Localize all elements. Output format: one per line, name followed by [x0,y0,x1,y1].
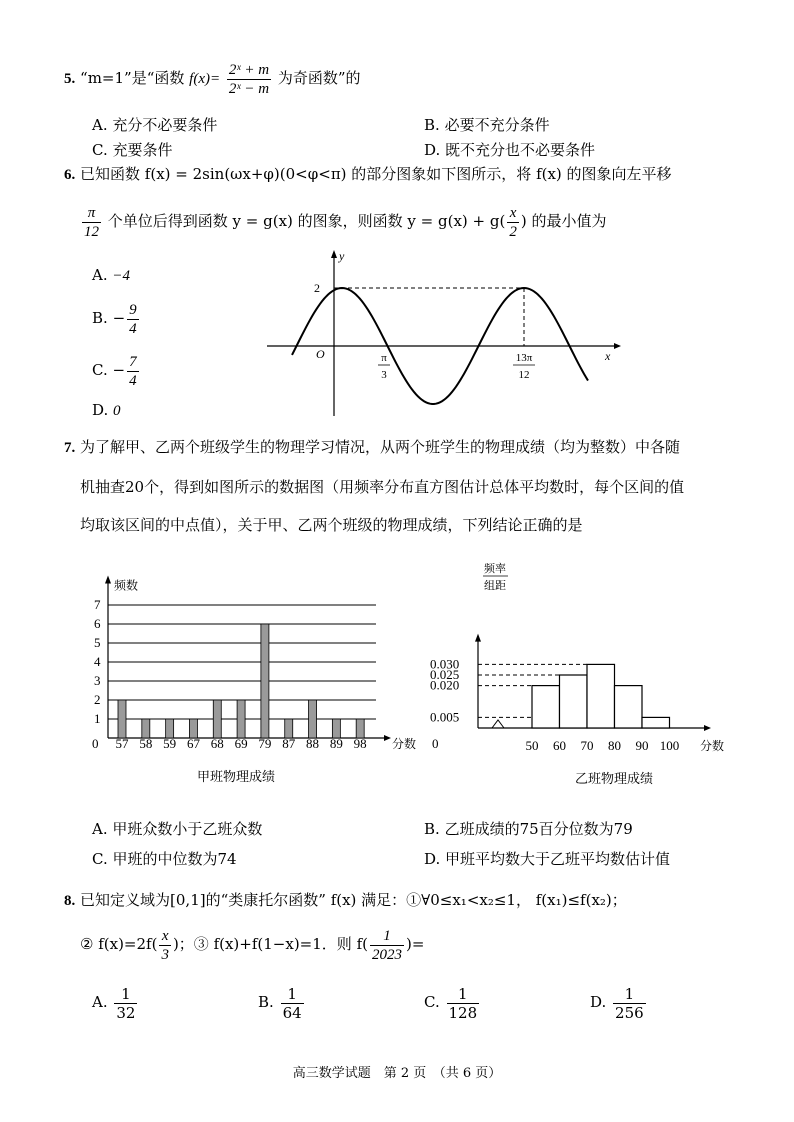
q6-stem-line2 [80,199,606,243]
q8-eq: )= [405,935,425,953]
chart-a-ytick: 6 [94,616,101,631]
q8-option-c[interactable]: C. $\frac{1}{128}$ [424,984,478,1022]
q6-inner-num: x [507,204,519,223]
chart-b-origin: 0 [432,736,439,751]
q7-stem-line3: 均取该区间的中点值），关于甲、乙两个班级的物理成绩，下列结论正确的是 [80,516,583,534]
chart-b-ytick: 0.030 [430,656,460,672]
q5-stem-post: 为奇函数”的 [277,69,361,87]
q6-inner-fraction [507,204,519,241]
q6-y-label: y [339,249,345,263]
q8-option-d[interactable]: D. $\frac{1}{256}$ [590,984,644,1022]
svg-text:π: π [381,352,387,364]
q6-option-c[interactable]: C. − $\frac{7}{4}$ [92,353,137,389]
chart-a-xtick: 58 [139,736,153,751]
chart-a-bar [309,700,317,738]
q5-frac-num: 2ˣ + m [228,61,270,78]
q5-option-c[interactable]: C. 充要条件 [92,141,173,159]
q7-option-c[interactable]: C. 甲班的中位数为74 [92,850,237,868]
q6-peak-label: 2 [314,281,320,295]
q6-option-a[interactable]: A. −4 [92,266,131,284]
chart-a-ytick: 1 [94,711,101,726]
chart-class-a [82,552,422,792]
chart-a-xtick: 87 [282,736,296,751]
q6-y-arrow [331,250,337,258]
chart-a-ytick: 2 [94,692,101,707]
q8-cond2: ② f(x)=2f( [80,935,158,953]
q7-stem-text1: 为了解甲、乙两个班级学生的物理学习情况，从两个班学生的物理成绩（均为整数）中各随 [80,438,681,456]
q7-option-b[interactable]: B. 乙班成绩的75百分位数为79 [424,820,633,838]
chart-b-xtick: 50 [525,738,539,753]
q5-func: f(x)= [189,71,221,87]
chart-a-xtick: 69 [234,736,248,751]
q6-x-arrow [614,343,621,349]
q6-stem-line1 [64,163,672,184]
chart-a-xtick: 59 [163,736,177,751]
svg-text:12: 12 [518,369,530,381]
q6-number: 6. [64,167,76,183]
q6-tick-13pi-12 [513,352,535,381]
chart-b-y-arrow [475,634,481,642]
chart-b-xtick: 80 [608,738,621,753]
q6-sine-graph [262,248,622,420]
q6-x-label: x [605,349,611,363]
chart-a-xlabel: 分数 [392,737,417,751]
q5-stem-pre: “m=1”是“函数 [80,69,185,87]
q5-fraction [227,61,271,98]
chart-b-xlabel: 分数 [700,739,725,753]
chart-b-ylabel-bottom: 组距 [484,580,506,592]
chart-a-xtick: 98 [353,736,367,751]
chart-a-xtick: 89 [329,736,343,751]
q6-shift-fraction [82,204,101,241]
q8-number: 8. [64,893,76,909]
page-footer: 高三数学试题 第 2 页 （共 6 页） [292,1066,502,1081]
chart-b-xtick: 70 [580,738,594,753]
chart-a-xtick: 79 [258,736,272,751]
chart-b-xtick: 90 [635,738,649,753]
chart-a-bar [261,624,269,738]
chart-b-ytick: 0.005 [430,709,460,725]
q8-stem-text1: 已知定义域为[0,1]的“类康托尔函数” f(x) 满足：①∀0≤x₁<x₂≤1， f(x₁)≤f(x₂)； [80,891,627,909]
svg-text:13π: 13π [515,352,533,364]
chart-b-x-arrow [704,725,711,731]
chart-a-bar [213,700,221,738]
q6-inner-den: 2 [509,223,517,240]
q5-option-d[interactable]: D. 既不充分也不必要条件 [424,141,596,159]
q6-tick-pi-3 [378,352,390,381]
q5-number: 5. [64,71,76,87]
chart-a-title: 甲班物理成绩 [196,769,276,784]
chart-a-y-arrow [105,576,111,584]
chart-b-bar [560,675,588,728]
q6-origin-label: O [316,347,325,361]
q6-stem-text2a: 个单位后得到函数 y = g(x) 的图象，则函数 y = g(x) + g( [107,212,506,230]
chart-b-title: 乙班物理成绩 [574,771,654,786]
chart-a-origin: 0 [92,736,99,751]
chart-a-ytick: 3 [94,673,101,688]
chart-b-ytick: 0.025 [430,667,460,682]
chart-a-xtick: 67 [186,736,200,751]
q5-frac-den: 2ˣ − m [228,80,270,97]
chart-a-ytick: 4 [94,654,101,669]
q6-option-b[interactable]: B. − $\frac{9}{4}$ [92,301,137,337]
q6-stem-text2b: ) 的最小值为 [520,212,607,230]
chart-b-xtick: 100 [659,738,680,753]
chart-class-b [424,560,754,792]
chart-b-bar [642,717,670,728]
svg-text:3: 3 [381,369,387,381]
q6-stem-text1: 已知函数 f(x) = 2sin(ωx+φ)(0<φ<π) 的部分图象如下图所示，将 f(x) 的图象向左平移 [80,165,672,183]
q7-stem-line1 [64,436,680,457]
q6-option-d[interactable]: D. 0 [92,401,121,419]
q8-stem-line2: ② f(x)=2f( $\frac{x}{3}$ )；③ f(x)+f(1−x)=1．则 f( $\frac{1}{2023}$ )= [80,927,425,963]
chart-b-bar [587,664,615,728]
q8-option-b[interactable]: B. $\frac{1}{64}$ [258,984,302,1022]
chart-a-ylabel: 频数 [114,578,139,593]
chart-a-ytick: 5 [94,635,101,650]
chart-b-bar [615,686,643,728]
chart-b-ytick: 0.020 [430,677,460,693]
chart-a-xtick: 57 [115,736,129,751]
q7-option-d[interactable]: D. 甲班平均数大于乙班平均数估计值 [424,850,671,868]
q6-shift-num: π [82,204,101,223]
q5-option-a[interactable]: A. 充分不必要条件 [92,116,218,134]
q6-shift-den: 12 [84,223,99,240]
q8-stem-line1 [64,889,627,910]
chart-a-bar [237,700,245,738]
q5-option-b[interactable]: B. 必要不充分条件 [424,116,550,134]
q8-cond3: )；③ f(x)+f(1−x)=1．则 f( [172,935,368,953]
chart-b-xtick: 60 [553,738,566,753]
chart-b-ylabel-top: 频率 [484,563,506,575]
chart-a-bar [118,700,126,738]
q7-number: 7. [64,440,76,456]
chart-b-axis-break [492,720,504,728]
chart-b-bar [532,686,560,728]
chart-a-xtick: 68 [210,736,224,751]
q7-stem-line2: 机抽查20个，得到如图所示的数据图（用频率分布直方图估计总体平均数时，每个区间的值 [80,478,685,496]
q7-option-a[interactable]: A. 甲班众数小于乙班众数 [92,820,263,838]
chart-a-xtick: 88 [306,736,320,751]
q8-option-a[interactable]: A. $\frac{1}{32}$ [92,984,136,1022]
chart-a-ytick: 7 [94,597,101,612]
chart-a-x-arrow [384,735,391,741]
q5-stem [64,58,361,98]
